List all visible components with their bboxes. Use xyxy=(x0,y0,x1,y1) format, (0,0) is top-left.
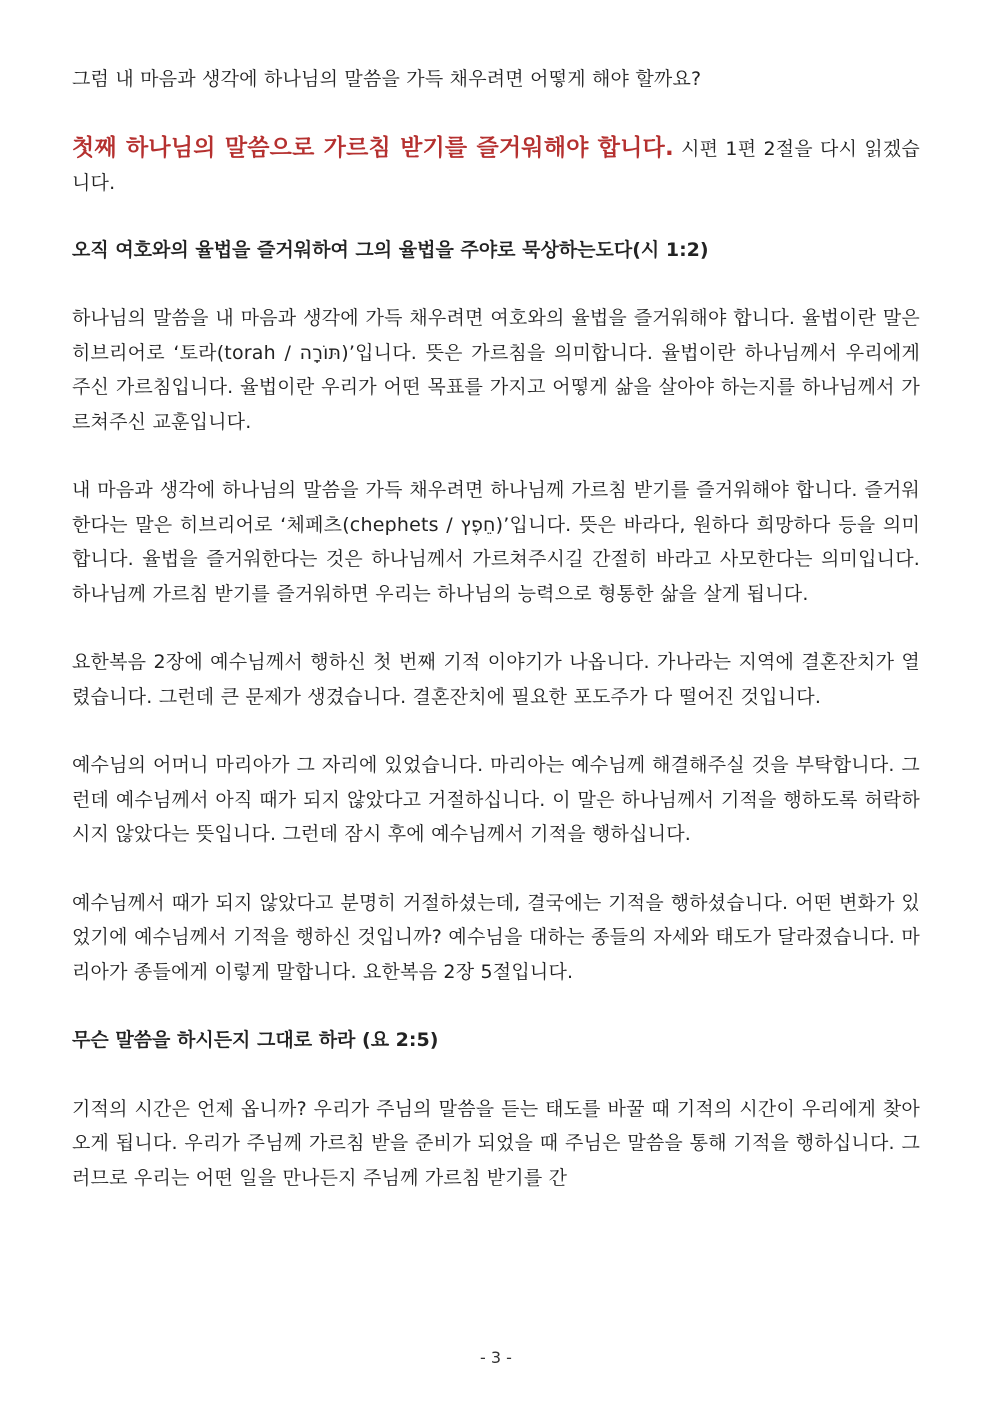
paragraph-chephets: 내 마음과 생각에 하나님의 말씀을 가득 채우려면 하나님께 가르침 받기를 즐거워해야 합니다. 즐거워한다는 말은 히브리어로 ‘체페츠(chephets / חֵפֶץ)’입니다. 뜻은 바라다, 원하다 희망하다 등을 의미합니다. 율법을 즐거워한다는 것은 하나님께서 가르쳐주시길 간절히 바라고 사모한다는 의미입니다. 하나님께 가르침 받기를 즐거워하면 우리는 하나님의 능력으로 형통한 삶을 살게 됩니다. xyxy=(72,479,920,605)
paragraph-first-point xyxy=(72,131,920,201)
scripture-quote-psalm: 오직 여호와의 율법을 즐거워하여 그의 율법을 주야로 묵상하는도다(시 1:2) xyxy=(72,238,709,261)
first-point-rest: 시편 1편 2절을 다시 읽겠습니다. xyxy=(72,137,920,194)
paragraph-cana-wedding: 요한복음 2장에 예수님께서 행하신 첫 번째 기적 이야기가 나옵니다. 가나라는 지역에 결혼잔치가 열렸습니다. 그런데 큰 문제가 생겼습니다. 결혼잔치에 필요한 포도주가 다 떨어진 것입니다. xyxy=(72,651,920,708)
paragraph-intro-question: 그럼 내 마음과 생각에 하나님의 말씀을 가득 채우려면 어떻게 해야 할까요? xyxy=(72,68,702,90)
scripture-quote-john: 무슨 말씀을 하시든지 그대로 하라 (요 2:5) xyxy=(72,1029,439,1051)
paragraph-torah: 하나님의 말씀을 내 마음과 생각에 가득 채우려면 여호와의 율법을 즐거워해야 합니다. 율법이란 말은 히브리어로 ‘토라(torah / תּוֹרָה)’입니다. 뜻은 가르침을 의미합니다. 율법이란 하나님께서 우리에게 주신 가르침입니다. 율법이란 우리가 어떤 목표를 가지고 어떻게 삶을 살아야 하는지를 하나님께서 가르쳐주신 교훈입니다. xyxy=(72,307,920,433)
paragraph-mary-request: 예수님의 어머니 마리아가 그 자리에 있었습니다. 마리아는 예수님께 해결해주실 것을 부탁합니다. 그런데 예수님께서 아직 때가 되지 않았다고 거절하십니다. 이 말은 하나님께서 기적을 행하도록 허락하시지 않았다는 뜻입니다. 그런데 잠시 후에 예수님께서 기적을 행하십니다. xyxy=(72,754,920,845)
first-point-heading: 첫째 하나님의 말씀으로 가르침 받기를 즐거워해야 합니다. xyxy=(72,134,674,161)
paragraph-miracle-time: 기적의 시간은 언제 옵니까? 우리가 주님의 말씀을 듣는 태도를 바꿀 때 기적의 시간이 우리에게 찾아오게 됩니다. 우리가 주님께 가르침 받을 준비가 되었을 때 주님은 말씀을 통해 기적을 행하십니다. 그러므로 우리는 어떤 일을 만나든지 주님께 가르침 받기를 간 xyxy=(72,1097,920,1189)
page-number: - 3 - xyxy=(480,1348,512,1367)
paragraph-servants-attitude: 예수님께서 때가 되지 않았다고 분명히 거절하셨는데, 결국에는 기적을 행하셨습니다. 어떤 변화가 있었기에 예수님께서 기적을 행하신 것입니까? 예수님을 대하는 종들의 자세와 태도가 달라졌습니다. 마리아가 종들에게 이렇게 말합니다. 요한복음 2장 5절입니다. xyxy=(72,891,920,983)
page-body xyxy=(72,62,920,1229)
